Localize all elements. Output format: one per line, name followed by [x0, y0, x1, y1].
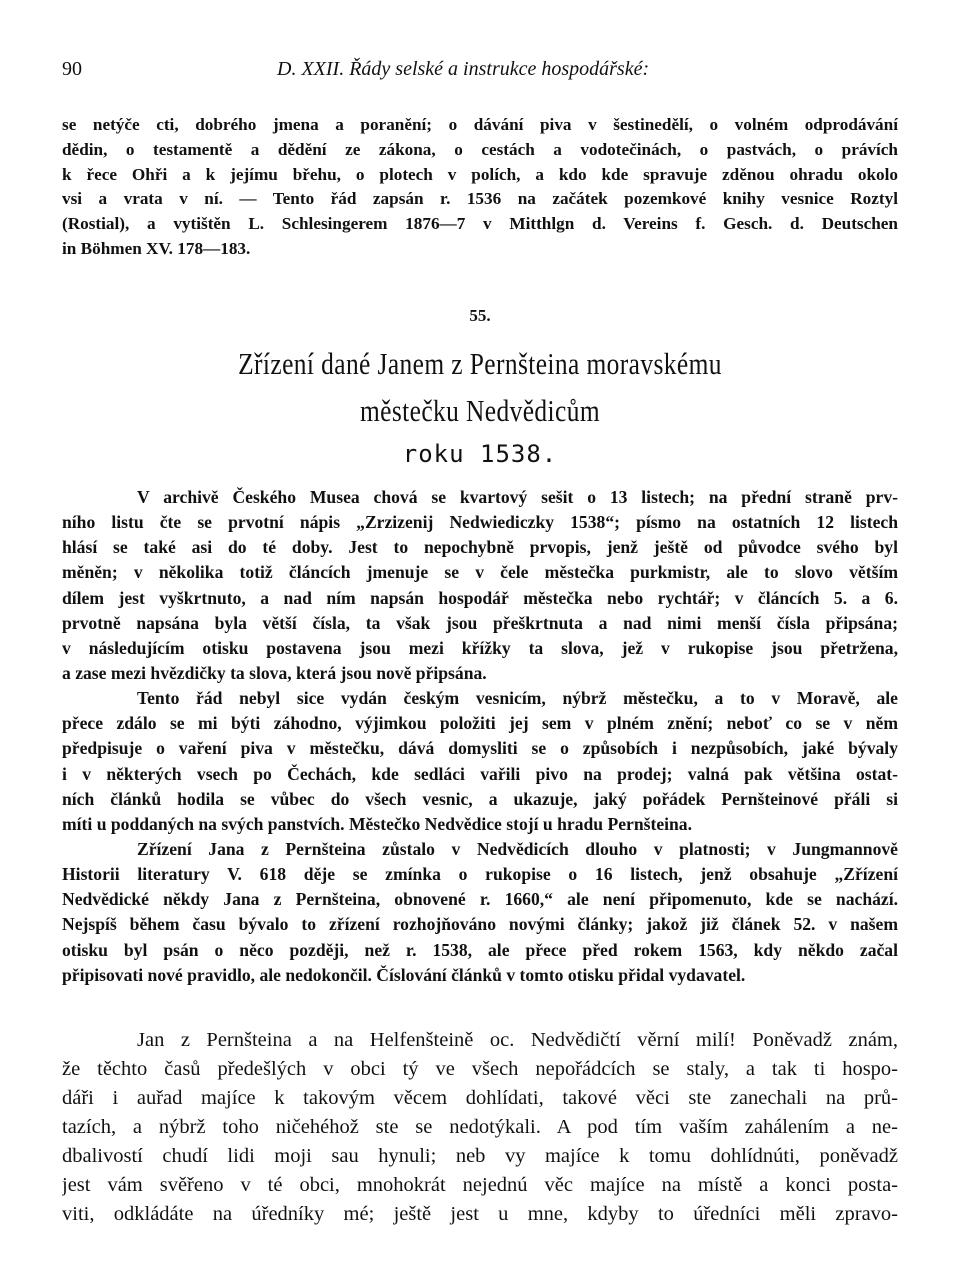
text-line: in Böhmen XV. 178—183. [62, 238, 251, 258]
text-line: připisovati nové pravidlo, ale nedokončil. Číslování článků v tomto otisku přidal vydavatel. [62, 964, 746, 985]
text-line: ních článků hodila se vůbec do všech vesnic, a ukazuje, jaký pořádek Pernšteinové přáli si [62, 788, 898, 809]
text-line: že těchto časů předešlých v obci tý ve všech nepořádcích se staly, a tak ti hospo- [62, 1058, 898, 1080]
text-line: vsi a vrata v ní. — Tento řád zapsán r. 1536 na začátek pozemkové knihy vesnice Roztyl [62, 189, 898, 209]
text-line: hlásí se také asi do té doby. Jest to nepochybně prvopis, jenž ještě od původce svého byl [62, 537, 898, 558]
text-line: viti, odkládáte na úředníky mé; ještě jest u mne, kdyby to úředníci měli zpravo- [62, 1203, 898, 1225]
text-line: tazích, a nýbrž toho ničehéhož ste se nedotýkali. A pod tím vaším zahálením a ne- [62, 1116, 898, 1138]
text-line: Tento řád nebyl sice vydán českým vesnicím, nýbrž městečku, a to v Moravě, ale [137, 688, 898, 709]
intro-paragraph [62, 113, 898, 262]
text-line: dědin, o testamentě a dědění ze zákona, o cestách a vodotečinách, o pastvách, o právích [62, 139, 898, 159]
text-line: měněn; v několika totiž článcích jmenuje se v čele městečka purkmistr, ale to slovo větším [62, 562, 898, 583]
text-line: k řece Ohři a k jejímu břehu, o plotech v polích, a kdo kde spravuje zděnou ohradu okolo [62, 164, 898, 184]
text-line: (Rostial), a vytištěn L. Schlesingerem 1876—7 v Mitthlgn d. Vereins f. Gesch. d. Deutschen [62, 214, 898, 234]
text-line: v následujícím otisku postavena jsou mezi křížky ta slova, jež v rukopise jsou přetržena, [62, 637, 898, 658]
text-line: přece zdálo se mi býti záhodno, výjimkou položiti jej sem v plném znění; neboť co se v něm [62, 713, 898, 734]
section-title [86, 340, 873, 434]
text-line: jest vám svěřeno v té obci, mnohokrát nejednú věc majíce na místě a konci posta- [62, 1174, 898, 1196]
editorial-note [62, 485, 898, 988]
text-line: dílem jest vyškrtnuto, a nad ním napsán hospodář městečka nebo rychtář; v článcích 5. a 6. [62, 587, 898, 608]
text-line: prvotně napsána byla větší čísla, ta však jsou přeškrtnuta a nad nimi menší čísla připsána; [62, 612, 898, 633]
text-line: předpisuje o vaření piva v městečku, dává domysliti se o způsobích i nezpůsobích, jaké bývaly [62, 738, 898, 759]
page-number: 90 [62, 58, 82, 80]
text-line: otisku byl psán o něco později, než r. 1538, ale přece před rokem 1563, kdy někdo začal [62, 939, 898, 960]
text-line: se netýče cti, dobrého jmena a poranění; o dávání piva v šestinedělí, o volném odprodávání [62, 115, 898, 134]
text-line: a zase mezi hvězdičky ta slova, která jsou nově připsána. [62, 662, 487, 683]
text-line: Nedvědické někdy Jana z Pernšteina, obnovené r. 1660,“ ale není připomenuto, kde se nachází. [62, 889, 898, 910]
section-number: 55. [469, 306, 491, 325]
section-title-line: městečku Nedvědicům [359, 393, 601, 428]
text-line: Zřízení Jana z Pernšteina zůstalo v Nedvědicích dlouho v platnosti; v Jungmannově [137, 838, 898, 859]
text-line: Jan z Pernšteina a na Helfenšteině oc. Nedvědičtí věrní milí! Poněvadž znám, [137, 1029, 898, 1051]
text-line: i v některých vsech po Čechách, kde sedláci vařili pivo na prodej; valná pak většina ostat- [62, 763, 898, 784]
running-head: D. XXII. Řády selské a instrukce hospodářské: [277, 58, 650, 80]
text-line: Nejspíš během času bývalo to zřízení rozhojňováno novými články; jakož již článek 52. v našem [62, 914, 898, 935]
text-line: Historii literatury V. 618 děje se zmínka o rukopise o 16 listech, jenž obsahuje „Zřízení [62, 864, 898, 885]
page-header [62, 58, 898, 86]
section-subtitle: roku 1538. [402, 440, 558, 468]
text-line: dáři i auřad majíce k takovým věcem dohlídati, takové věci ste zanechali na prů- [62, 1087, 898, 1109]
text-line: dbalivostí chudí lidi moji sau hynuli; neb vy majíce k tomu dohlídnúti, poněvadž [62, 1145, 898, 1167]
text-line: ního listu čte se prvotní nápis „Zrzizenij Nedwiediczky 1538“; písmo na ostatních 12 listech [62, 512, 898, 533]
charter-text [62, 1026, 898, 1229]
text-line: míti u poddaných na svých panstvích. Městečko Nedvědice stojí u hradu Pernšteina. [62, 813, 692, 834]
text-line: V archivě Českého Musea chová se kvartový sešit o 13 listech; na přední straně prv- [137, 487, 898, 507]
section-title-line: Zřízení dané Janem z Pernšteina moravskému [238, 346, 722, 381]
